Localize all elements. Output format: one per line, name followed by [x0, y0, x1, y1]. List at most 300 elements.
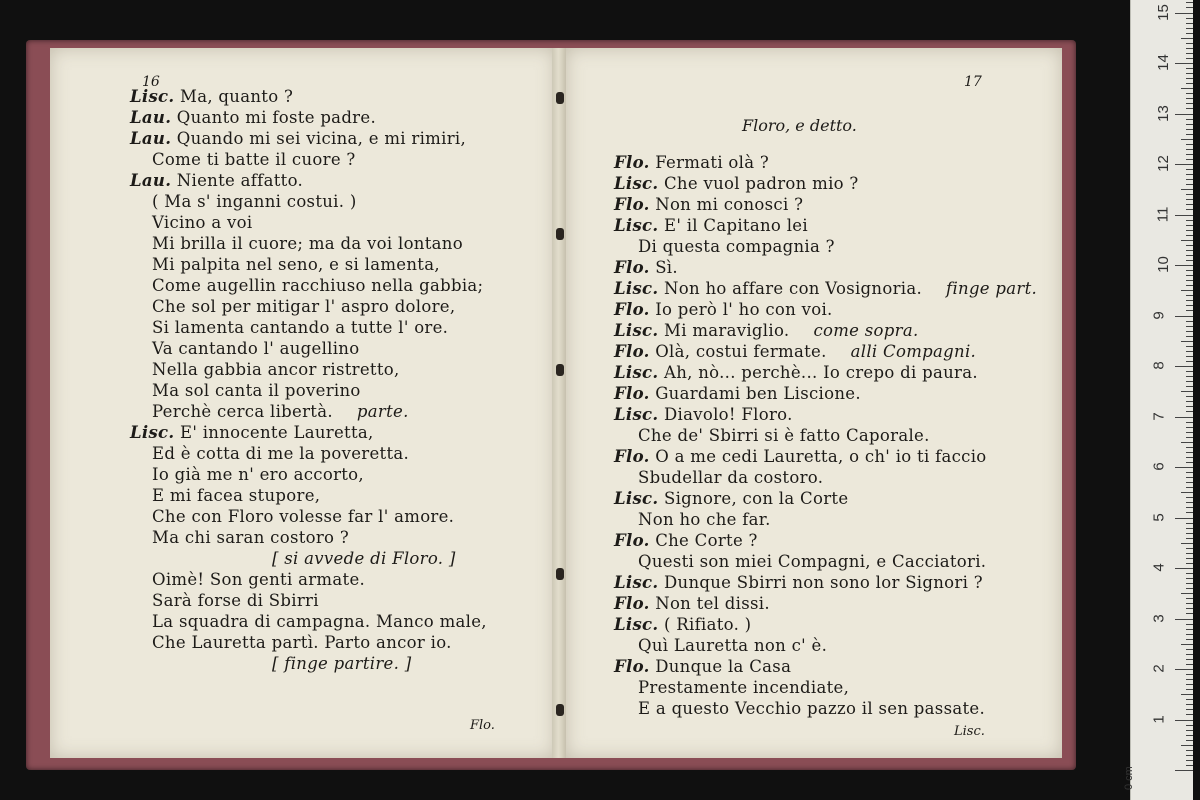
line-text: Io già me n' ero accorto,	[152, 465, 364, 484]
ruler-tick	[1181, 694, 1193, 695]
text-line	[130, 422, 487, 443]
ruler-tick	[1186, 28, 1193, 29]
ruler-tick	[1186, 119, 1193, 120]
text-line	[130, 632, 487, 653]
ruler-tick	[1186, 98, 1193, 99]
speaker-label: Flo.	[614, 153, 650, 172]
ruler-tick	[1186, 497, 1193, 498]
text-line	[614, 194, 1037, 215]
ruler-tick	[1186, 689, 1193, 690]
line-text: Che con Floro volesse far l' amore.	[152, 507, 455, 526]
speaker-label: Flo.	[614, 258, 650, 277]
text-line	[130, 170, 487, 191]
line-text: Signore, con la Corte	[664, 489, 849, 508]
text-line	[130, 401, 487, 422]
line-text: Ah, nò... perchè... Io crepo di paura.	[664, 363, 978, 382]
ruler-tick	[1186, 33, 1193, 34]
line-text: E mi facea stupore,	[152, 486, 321, 505]
ruler-tick	[1186, 356, 1193, 357]
line-text: Nella gabbia ancor ristretto,	[152, 360, 400, 379]
line-text: Niente affatto.	[176, 171, 304, 190]
ruler-tick	[1186, 507, 1193, 508]
ruler-tick	[1186, 124, 1193, 125]
line-text: Non tel dissi.	[655, 594, 770, 613]
ruler-tick	[1181, 492, 1193, 493]
line-text: Perchè cerca libertà.	[152, 402, 333, 421]
text-line	[130, 317, 487, 338]
ruler-tick	[1181, 593, 1193, 594]
stage-direction: come sopra.	[813, 321, 919, 340]
line-text: Oimè! Son genti armate.	[152, 570, 366, 589]
ruler-tick	[1186, 108, 1193, 109]
text-line	[614, 698, 1037, 719]
ruler-tick	[1186, 346, 1193, 347]
ruler-tick	[1186, 684, 1193, 685]
speaker-label: Flo.	[614, 447, 650, 466]
ruler-label: 2	[1150, 664, 1168, 673]
ruler-tick	[1181, 543, 1193, 544]
ruler-tick	[1186, 169, 1193, 170]
speaker-label: Lisc.	[130, 423, 175, 442]
ruler-tick	[1186, 730, 1193, 731]
line-text: Dunque la Casa	[655, 657, 792, 676]
ruler-tick	[1186, 245, 1193, 246]
text-line	[614, 530, 1037, 551]
ruler-tick	[1186, 583, 1193, 584]
ruler-tick	[1186, 326, 1193, 327]
text-line	[130, 359, 487, 380]
ruler-tick	[1181, 38, 1193, 39]
ruler-tick	[1186, 472, 1193, 473]
ruler-label: 13	[1154, 104, 1172, 122]
ruler-label: 3	[1150, 613, 1168, 623]
text-line	[130, 86, 487, 107]
ruler-tick	[1181, 290, 1193, 291]
right-page	[566, 48, 1062, 758]
ruler-tick	[1186, 18, 1193, 19]
ruler-tick	[1186, 608, 1193, 609]
ruler-tick	[1186, 204, 1193, 205]
ruler-unit: 0 cm	[1123, 766, 1135, 790]
speaker-label: Flo.	[614, 342, 650, 361]
ruler-tick	[1175, 568, 1193, 569]
ruler-tick	[1175, 467, 1193, 468]
ruler-tick	[1175, 669, 1193, 670]
ruler-tick	[1186, 422, 1193, 423]
line-text: Come ti batte il cuore ?	[152, 150, 356, 169]
ruler-tick	[1186, 740, 1193, 741]
ruler-label: 14	[1154, 54, 1172, 71]
speaker-label: Lisc.	[614, 321, 659, 340]
ruler-tick	[1186, 649, 1193, 650]
ruler-tick	[1186, 48, 1193, 49]
text-line	[614, 383, 1037, 404]
text-line	[130, 653, 487, 674]
ruler-label: 7	[1150, 411, 1168, 421]
ruler-tick	[1181, 139, 1193, 140]
ruler-tick	[1186, 285, 1193, 286]
speaker-label: Flo.	[614, 657, 650, 676]
stage-direction: [ si avvede di Floro. ]	[272, 549, 456, 568]
line-text: E a questo Vecchio pazzo il sen passate.	[638, 699, 986, 718]
line-text: Ma sol canta il poverino	[152, 381, 361, 400]
speaker-label: Lisc.	[614, 216, 659, 235]
ruler-tick	[1175, 417, 1193, 418]
line-text: Che de' Sbirri si è fatto Caporale.	[638, 426, 930, 445]
ruler-tick	[1186, 159, 1193, 160]
text-line	[130, 254, 487, 275]
text-line	[130, 590, 487, 611]
speaker-label: Flo.	[614, 594, 650, 613]
line-text: Va cantando l' augellino	[152, 339, 360, 358]
ruler-tick	[1181, 88, 1193, 89]
text-line	[614, 341, 1037, 362]
line-text: Sì.	[655, 258, 678, 277]
line-text: ( Ma s' inganni costui. )	[152, 192, 357, 211]
ruler-tick	[1186, 144, 1193, 145]
line-text: O a me cedi Lauretta, o ch' io ti faccio	[655, 447, 987, 466]
stage-direction: alli Compagni.	[850, 342, 977, 361]
ruler-tick	[1186, 280, 1193, 281]
ruler-tick	[1186, 381, 1193, 382]
line-text: Sbudellar da costoro.	[638, 468, 824, 487]
ruler-tick	[1186, 7, 1193, 8]
text-line	[130, 380, 487, 401]
ruler-tick	[1175, 265, 1193, 266]
ruler-tick	[1186, 220, 1193, 221]
ruler-tick	[1175, 619, 1193, 620]
ruler-tick	[1186, 765, 1193, 766]
ruler-tick	[1186, 83, 1193, 84]
speaker-label: Lisc.	[614, 615, 659, 634]
text-line	[614, 173, 1037, 194]
ruler-tick	[1186, 194, 1193, 195]
ruler-tick	[1186, 654, 1193, 655]
ruler-tick	[1186, 270, 1193, 271]
speaker-label: Lau.	[130, 129, 172, 148]
line-text: Come augellin racchiuso nella gabbia;	[152, 276, 484, 295]
ruler-tick	[1186, 699, 1193, 700]
text-line	[130, 611, 487, 632]
ruler-tick	[1186, 351, 1193, 352]
line-text: Ed è cotta di me la poveretta.	[152, 444, 410, 463]
ruler-tick	[1181, 240, 1193, 241]
binding-stitch	[556, 568, 564, 580]
ruler-tick	[1186, 225, 1193, 226]
ruler-tick	[1186, 447, 1193, 448]
ruler-tick	[1186, 386, 1193, 387]
text-line	[614, 404, 1037, 425]
ruler-tick	[1186, 396, 1193, 397]
ruler-tick	[1186, 73, 1193, 74]
ruler-tick	[1186, 199, 1193, 200]
ruler-tick	[1175, 316, 1193, 317]
ruler-tick	[1186, 331, 1193, 332]
ruler-tick	[1186, 553, 1193, 554]
ruler-tick	[1175, 13, 1193, 14]
speaker-label: Flo.	[614, 531, 650, 550]
line-text: Mi brilla il cuore; ma da voi lontano	[152, 234, 463, 253]
line-text: E' il Capitano lei	[664, 216, 808, 235]
text-line	[614, 467, 1037, 488]
line-text: Che Lauretta partì. Parto ancor io.	[152, 633, 452, 652]
ruler-tick	[1186, 487, 1193, 488]
ruler-tick	[1181, 391, 1193, 392]
text-line	[130, 443, 487, 464]
line-text: Mi palpita nel seno, e si lamenta,	[152, 255, 440, 274]
ruler-tick	[1186, 230, 1193, 231]
ruler-tick	[1175, 114, 1193, 115]
speaker-label: Flo.	[614, 300, 650, 319]
ruler-tick	[1186, 129, 1193, 130]
ruler-tick	[1186, 482, 1193, 483]
ruler-tick	[1181, 644, 1193, 645]
ruler-tick	[1175, 366, 1193, 367]
ruler-tick	[1186, 714, 1193, 715]
ruler-tick	[1186, 639, 1193, 640]
ruler-tick	[1186, 250, 1193, 251]
line-text: Fermati olà ?	[655, 153, 770, 172]
ruler-tick	[1186, 603, 1193, 604]
ruler-tick	[1186, 43, 1193, 44]
speaker-label: Lisc.	[130, 87, 175, 106]
ruler-tick	[1186, 548, 1193, 549]
speaker-label: Lisc.	[614, 405, 659, 424]
line-text: Sarà forse di Sbirri	[152, 591, 319, 610]
ruler-tick	[1175, 164, 1193, 165]
line-text: Quanto mi foste padre.	[176, 108, 376, 127]
ruler-label: 9	[1150, 310, 1168, 320]
ruler-tick	[1175, 720, 1193, 721]
ruler-tick	[1186, 613, 1193, 614]
ruler-tick	[1186, 624, 1193, 625]
ruler-tick	[1186, 512, 1193, 513]
catchword: Lisc.	[954, 724, 985, 739]
ruler-tick	[1186, 68, 1193, 69]
text-line	[614, 488, 1037, 509]
ruler-tick	[1186, 528, 1193, 529]
line-text: Ma chi saran costoro ?	[152, 528, 349, 547]
ruler-tick	[1186, 23, 1193, 24]
text-line	[130, 296, 487, 317]
binding-stitch	[556, 228, 564, 240]
ruler-tick	[1181, 442, 1193, 443]
text-line	[614, 278, 1037, 299]
ruler-tick	[1186, 235, 1193, 236]
speaker-label: Lisc.	[614, 573, 659, 592]
line-text: Ma, quanto ?	[180, 87, 294, 106]
speaker-label: Flo.	[614, 195, 650, 214]
speaker-label: Lau.	[130, 171, 172, 190]
line-text: Mi maraviglio.	[664, 321, 790, 340]
ruler-tick	[1186, 502, 1193, 503]
ruler-tick	[1186, 709, 1193, 710]
text-line	[130, 212, 487, 233]
ruler-tick	[1181, 341, 1193, 342]
text-line	[614, 509, 1037, 530]
text-line	[614, 299, 1037, 320]
page-number: 17	[964, 74, 982, 90]
binding-stitch	[556, 92, 564, 104]
line-text: Diavolo! Floro.	[664, 405, 793, 424]
text-line	[130, 233, 487, 254]
text-line	[130, 338, 487, 359]
line-text: Non ho che far.	[638, 510, 771, 529]
ruler-tick	[1186, 704, 1193, 705]
line-text: Vicino a voi	[152, 213, 253, 232]
speaker-label: Lisc.	[614, 489, 659, 508]
ruler-tick	[1186, 725, 1193, 726]
text-line	[614, 572, 1037, 593]
ruler-tick	[1186, 361, 1193, 362]
line-text: Che vuol padron mio ?	[664, 174, 859, 193]
line-text: Guardami ben Liscione.	[655, 384, 861, 403]
ruler-tick	[1186, 462, 1193, 463]
text-line	[614, 593, 1037, 614]
ruler-tick	[1175, 518, 1193, 519]
text-line	[130, 191, 487, 212]
scale-ruler	[1123, 0, 1193, 800]
text-line	[614, 152, 1037, 173]
text-line	[130, 149, 487, 170]
ruler-tick	[1186, 93, 1193, 94]
text-line	[614, 425, 1037, 446]
ruler-tick	[1186, 533, 1193, 534]
text-line	[130, 548, 487, 569]
text-line	[614, 656, 1037, 677]
ruler-tick	[1186, 401, 1193, 402]
ruler-tick	[1186, 598, 1193, 599]
line-text: E' innocente Lauretta,	[180, 423, 374, 442]
ruler-tick	[1186, 477, 1193, 478]
line-text: Si lamenta cantando a tutte l' ore.	[152, 318, 449, 337]
ruler-tick	[1181, 745, 1193, 746]
text-line	[614, 614, 1037, 635]
text-line	[130, 128, 487, 149]
ruler-tick	[1186, 406, 1193, 407]
line-text: Non mi conosci ?	[655, 195, 804, 214]
ruler-tick	[1186, 184, 1193, 185]
ruler-tick	[1186, 174, 1193, 175]
ruler-tick	[1186, 58, 1193, 59]
ruler-label: 12	[1154, 155, 1172, 172]
ruler-tick	[1186, 310, 1193, 311]
ruler-tick	[1181, 189, 1193, 190]
ruler-tick	[1186, 103, 1193, 104]
ruler-tick	[1186, 260, 1193, 261]
ruler-tick	[1186, 411, 1193, 412]
line-text: Questi son miei Compagni, e Cacciatori.	[638, 552, 987, 571]
text-line	[614, 551, 1037, 572]
left-page-text	[130, 86, 487, 674]
ruler-label: 5	[1150, 512, 1168, 522]
ruler-tick	[1186, 588, 1193, 589]
text-line	[614, 215, 1037, 236]
line-text: Quando mi sei vicina, e mi rimiri,	[176, 129, 467, 148]
page-number: 16	[142, 74, 160, 90]
ruler-tick	[1186, 427, 1193, 428]
right-page-text	[614, 152, 1037, 719]
ruler-tick	[1186, 209, 1193, 210]
ruler-label: 15	[1154, 3, 1172, 21]
ruler-tick	[1186, 321, 1193, 322]
speaker-label: Lisc.	[614, 174, 659, 193]
ruler-tick	[1186, 755, 1193, 756]
ruler-tick	[1186, 336, 1193, 337]
ruler-tick	[1175, 770, 1193, 771]
ruler-tick	[1186, 750, 1193, 751]
stage-direction: [ finge partire. ]	[272, 654, 412, 673]
ruler-tick	[1186, 664, 1193, 665]
text-line	[614, 635, 1037, 656]
ruler-tick	[1186, 53, 1193, 54]
line-text: Io però l' ho con voi.	[655, 300, 833, 319]
ruler-tick	[1186, 295, 1193, 296]
text-line	[130, 107, 487, 128]
ruler-tick	[1186, 2, 1193, 3]
line-text: ( Rifiato. )	[664, 615, 752, 634]
text-line	[130, 506, 487, 527]
ruler-tick	[1186, 432, 1193, 433]
ruler-tick	[1186, 634, 1193, 635]
ruler-label: 1	[1150, 714, 1168, 724]
speaker-label: Flo.	[614, 384, 650, 403]
binding-stitch	[556, 364, 564, 376]
speaker-label: Lau.	[130, 108, 172, 127]
scene-heading: Floro, e detto.	[742, 116, 857, 135]
ruler-tick	[1186, 679, 1193, 680]
ruler-label: 8	[1150, 361, 1168, 370]
ruler-tick	[1186, 629, 1193, 630]
text-line	[614, 446, 1037, 467]
ruler-label: 4	[1150, 563, 1168, 572]
ruler-tick	[1186, 523, 1193, 524]
line-text: Quì Lauretta non c' è.	[638, 636, 828, 655]
stage-direction: finge part.	[946, 279, 1038, 298]
text-line	[130, 569, 487, 590]
ruler-tick	[1186, 457, 1193, 458]
ruler-tick	[1186, 134, 1193, 135]
text-line	[130, 275, 487, 296]
text-line	[614, 320, 1037, 341]
ruler-label: 11	[1154, 206, 1172, 222]
line-text: Che sol per mitigar l' aspro dolore,	[152, 297, 456, 316]
ruler-tick	[1186, 275, 1193, 276]
ruler-label: 10	[1154, 256, 1172, 273]
ruler-tick	[1186, 573, 1193, 574]
ruler-tick	[1186, 149, 1193, 150]
ruler-tick	[1186, 760, 1193, 761]
line-text: Olà, costui fermate.	[655, 342, 827, 361]
ruler-tick	[1186, 674, 1193, 675]
text-line	[130, 485, 487, 506]
ruler-tick	[1186, 558, 1193, 559]
ruler-tick	[1186, 452, 1193, 453]
ruler-tick	[1186, 538, 1193, 539]
ruler-tick	[1186, 659, 1193, 660]
line-text: Di questa compagnia ?	[638, 237, 835, 256]
text-line	[614, 257, 1037, 278]
speaker-label: Lisc.	[614, 363, 659, 382]
left-page	[50, 48, 555, 758]
stage-direction: parte.	[356, 402, 409, 421]
ruler-tick	[1186, 179, 1193, 180]
catchword: Flo.	[470, 718, 495, 733]
line-text: La squadra di campagna. Manco male,	[152, 612, 487, 631]
ruler-tick	[1186, 78, 1193, 79]
ruler-tick	[1186, 154, 1193, 155]
ruler-tick	[1186, 735, 1193, 736]
